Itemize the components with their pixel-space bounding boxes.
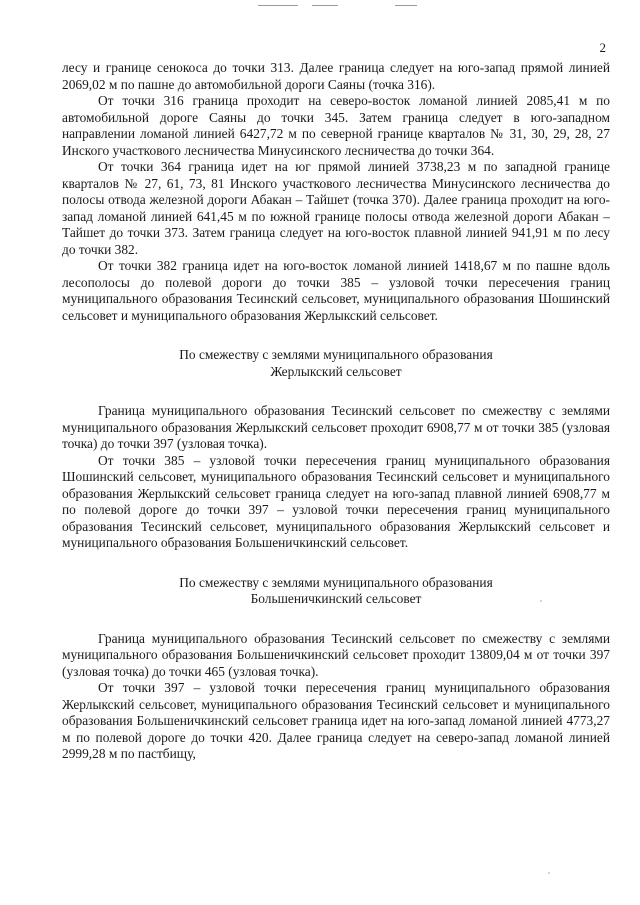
paragraph: Граница муниципального образования Тесинский сельсовет по смежеству с землями муниципального образования Большеничкинский сельсовет проходит 13809,04 м от точки 397 (узловая точка) до точки 465 (узловая точка). xyxy=(62,630,610,679)
scan-top-marks xyxy=(0,5,640,11)
paragraph: От точки 364 граница идет на юг прямой линией 3738,23 м по западной границе кварталов № 27, 61, 73, 81 Инского участкового лесничества Минусинского лесничества до полосы отвода железной дороги Абакан – Тайшет (точка 370). Далее граница проходит на юго-запад ломаной линией 641,45 м по южной границе полосы отвода железной дороги Абакан – Тайшет до точки 373. Затем граница следует на юго-восток плавной линией 941,91 м по лесу до точки 382. xyxy=(62,159,610,257)
paragraph: Граница муниципального образования Тесинский сельсовет по смежеству с землями муниципального образования Жерлыкский сельсовет проходит 6908,77 м от точки 385 (узловая точка) до точки 397 (узловая точка). xyxy=(62,403,610,451)
document-body xyxy=(62,60,610,763)
section-heading-bolshenichkin xyxy=(62,575,610,608)
scan-speck xyxy=(548,872,550,874)
section-heading-line: Жерлыкский сельсовет xyxy=(270,363,402,379)
paragraph: От точки 316 граница проходит на северо-восток ломаной линией 2085,41 м по автомобильной дороге Саяны до точки 345. Затем граница следует в юго-западном направлении ломаной линией 6427,72 м по северной границе кварталов № 31, 30, 29, 28, 27 Инского участкового лесничества Минусинского лесничества до точки 364. xyxy=(62,93,610,158)
section-heading-line: Большеничкинский сельсовет xyxy=(250,591,422,606)
section-heading-line: По смежеству с землями муниципального образования xyxy=(179,347,493,362)
scan-speck xyxy=(540,600,542,602)
paragraph: От точки 385 – узловой точки пересечения границ муниципального образования Шошинский сельсовет, муниципального образования Тесинский сельсовет и муниципального образования Жерлыкский сельсовет граница следует на юго-запад плавной линией 6908,77 м по полевой дороге до точки 397 – узловой точки пересечения границ муниципального образования Тесинский сельсовет, муниципального образования Жерлыкский сельсовет и муниципального образования Большеничкинский сельсовет. xyxy=(62,452,610,550)
paragraph: От точки 397 – узловой точки пересечения границ муниципального образования Жерлыкский сельсовет, муниципального образования Тесинский сельсовет и муниципального образования Большеничкинский сельсовет граница идет на юго-запад ломаной линией 4773,27 м по полевой дороге до точки 420. Далее граница следует на северо-запад ломаной линией 2999,28 м по пастбищу, xyxy=(62,680,610,761)
section-heading-line: По смежеству с землями муниципального образования xyxy=(179,574,493,590)
page-number: 2 xyxy=(599,40,606,55)
paragraph-continuation: лесу и границе сенокоса до точки 313. Далее граница следует на юго-запад прямой линией 2069,02 м по пашне до автомобильной дороги Саяны (точка 316). xyxy=(62,60,610,92)
section-heading-zherlyk xyxy=(62,347,610,380)
paragraph: От точки 382 граница идет на юго-восток ломаной линией 1418,67 м по пашне вдоль лесополосы до полевой дороги до точки 385 – узловой точки пересечения границ муниципального образования Тесинский сельсовет, муниципального образования Шошинский сельсовет и муниципального образования Жерлыкский сельсовет. xyxy=(62,258,610,323)
